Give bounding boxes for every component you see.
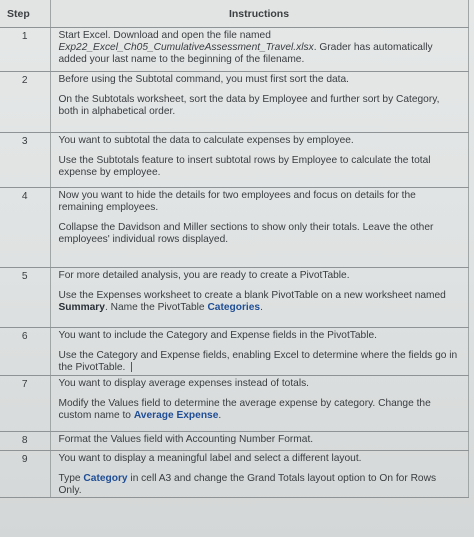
instruction-text: You want to include the Category and Expense fields in the PivotTable.	[58, 330, 377, 341]
step-number: 6	[0, 328, 50, 376]
instruction-paragraph	[59, 30, 460, 66]
keyword-text: Summary	[58, 302, 105, 313]
keyword-text: Categories	[207, 302, 261, 313]
instruction-text: Before using the Subtotal command, you must first sort the data.	[58, 74, 349, 85]
instruction-paragraph	[59, 135, 460, 147]
table-row	[0, 432, 468, 451]
step-instructions	[50, 432, 468, 451]
step-instructions	[50, 72, 468, 133]
instruction-text: You want to display a meaningful label and select a different layout.	[58, 453, 362, 464]
table-row	[0, 328, 468, 376]
table-row	[0, 451, 468, 498]
step-instructions	[50, 133, 468, 188]
table-row	[0, 133, 468, 188]
step-number: 1	[0, 28, 50, 72]
table-row	[0, 72, 468, 133]
instruction-text: .	[218, 410, 222, 421]
instruction-text: Use the Expenses worksheet to create a blank PivotTable on a new worksheet named	[58, 290, 446, 301]
instruction-text: On the Subtotals worksheet, sort the data by Employee and further sort by Category, both in alphabetical order.	[58, 94, 440, 117]
instruction-text: Start Excel. Download and open the file named	[58, 30, 271, 41]
instruction-text: Now you want to hide the details for two employees and focus on details for the remaining employees.	[58, 190, 416, 213]
step-number: 8	[0, 432, 50, 451]
instruction-paragraph	[59, 155, 460, 179]
instruction-paragraph	[59, 74, 460, 86]
table-row	[0, 268, 468, 328]
step-instructions	[50, 28, 468, 72]
instruction-paragraph	[59, 473, 460, 497]
instruction-text: . Name the PivotTable	[104, 302, 208, 313]
instruction-text: For more detailed analysis, you are ready to create a PivotTable.	[58, 270, 350, 281]
step-number: 2	[0, 72, 50, 133]
instruction-paragraph	[59, 270, 460, 282]
instruction-text: You want to subtotal the data to calculate expenses by employee.	[58, 135, 354, 146]
instruction-paragraph	[59, 453, 460, 465]
step-instructions	[50, 376, 468, 432]
filename-text: Exp22_Excel_Ch05_CumulativeAssessment_Travel.xlsx	[58, 42, 314, 53]
instruction-paragraph	[59, 222, 460, 246]
step-instructions	[50, 188, 468, 268]
instruction-paragraph	[59, 330, 460, 342]
instruction-text: . Grader has automatically added your last name to the beginning of the filename.	[58, 42, 433, 65]
instruction-text: Use the Category and Expense fields, enabling Excel to determine where the fields go in the PivotTable.	[58, 350, 458, 373]
step-instructions	[50, 451, 468, 498]
instruction-paragraph	[59, 190, 460, 214]
instruction-text: Collapse the Davidson and Miller sections to show only their totals. Leave the other employees' individual rows displayed.	[58, 222, 434, 245]
step-number: 4	[0, 188, 50, 268]
instructions-column-header: Instructions	[50, 0, 468, 28]
instruction-paragraph	[59, 350, 460, 374]
instruction-text: You want to display average expenses instead of totals.	[58, 378, 310, 389]
instruction-text: .	[260, 302, 263, 313]
step-column-header: Step	[0, 0, 50, 28]
step-instructions	[50, 268, 468, 328]
text-cursor-icon	[131, 362, 136, 372]
step-number: 5	[0, 268, 50, 328]
instruction-paragraph	[59, 94, 460, 118]
step-number: 3	[0, 133, 50, 188]
instruction-text: Modify the Values field to determine the average expense by category. Change the custom name to	[58, 398, 431, 421]
table-header-row	[0, 0, 468, 28]
keyword-text: Average Expense	[133, 410, 219, 421]
table-row	[0, 28, 468, 72]
instruction-text: Format the Values field with Accounting Number Format.	[58, 434, 314, 445]
instruction-paragraph	[59, 290, 460, 314]
instruction-text: Type	[58, 473, 84, 484]
instruction-paragraph	[59, 398, 460, 422]
step-number: 7	[0, 376, 50, 432]
instruction-paragraph	[59, 434, 460, 446]
keyword-text: Category	[83, 473, 128, 484]
step-number: 9	[0, 451, 50, 498]
instruction-paragraph	[59, 378, 460, 390]
table-row	[0, 376, 468, 432]
instruction-text: in cell A3 and change the Grand Totals layout option to On for Rows Only.	[58, 473, 437, 496]
instruction-text: Use the Subtotals feature to insert subtotal rows by Employee to calculate the total expense by employee.	[58, 155, 431, 178]
instructions-table-body	[0, 28, 468, 498]
step-instructions	[50, 328, 468, 376]
table-row	[0, 188, 468, 268]
